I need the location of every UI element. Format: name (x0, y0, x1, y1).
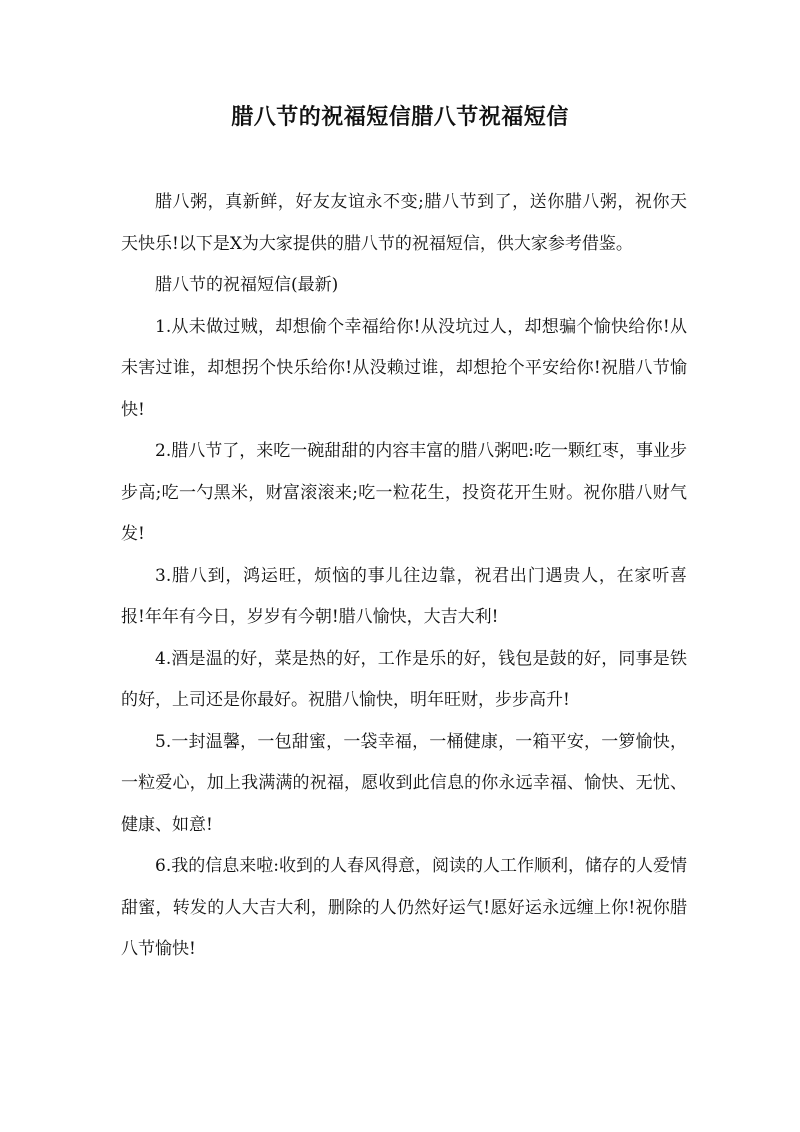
message-paragraph-1: 1.从未做过贼，却想偷个幸福给你!从没坑过人，却想骗个愉快给你!从未害过谁，却想拐个快乐给你!从没赖过谁，却想抢个平安给你!祝腊八节愉快! (121, 316, 687, 420)
intro-paragraph: 腊八粥，真新鲜，好友友谊永不变;腊八节到了，送你腊八粥，祝你天天快乐!以下是X为大家提供的腊八节的祝福短信，供大家参考借鉴。 (121, 192, 687, 254)
message-paragraph-2: 2.腊八节了，来吃一碗甜甜的内容丰富的腊八粥吧:吃一颗红枣，事业步步高;吃一勺黑米，财富滚滚来;吃一粒花生，投资花开生财。祝你腊八财气发! (121, 441, 687, 544)
message-paragraph-5: 5.一封温馨，一包甜蜜，一袋幸福，一桶健康，一箱平安，一箩愉快，一粒爱心，加上我满满的祝福，愿收到此信息的你永远幸福、愉快、无忧、健康、如意! (121, 731, 687, 835)
document-title: 腊八节的祝福短信腊八节祝福短信 (231, 104, 569, 130)
message-paragraph-6: 6.我的信息来啦:收到的人春风得意，阅读的人工作顺利，储存的人爱情甜蜜，转发的人大吉大利，删除的人仍然好运气!愿好运永远缠上你!祝你腊八节愉快! (121, 856, 687, 959)
section-heading: 腊八节的祝福短信(最新) (155, 275, 339, 295)
message-paragraph-3: 3.腊八到，鸿运旺，烦恼的事儿往边靠，祝君出门遇贵人，在家听喜报!年年有今日，岁岁有今朝!腊八愉快，大吉大利! (121, 565, 687, 627)
message-paragraph-4: 4.酒是温的好，菜是热的好，工作是乐的好，钱包是鼓的好，同事是铁的好，上司还是你最好。祝腊八愉快，明年旺财，步步高升! (121, 648, 687, 710)
document-body (121, 182, 687, 971)
